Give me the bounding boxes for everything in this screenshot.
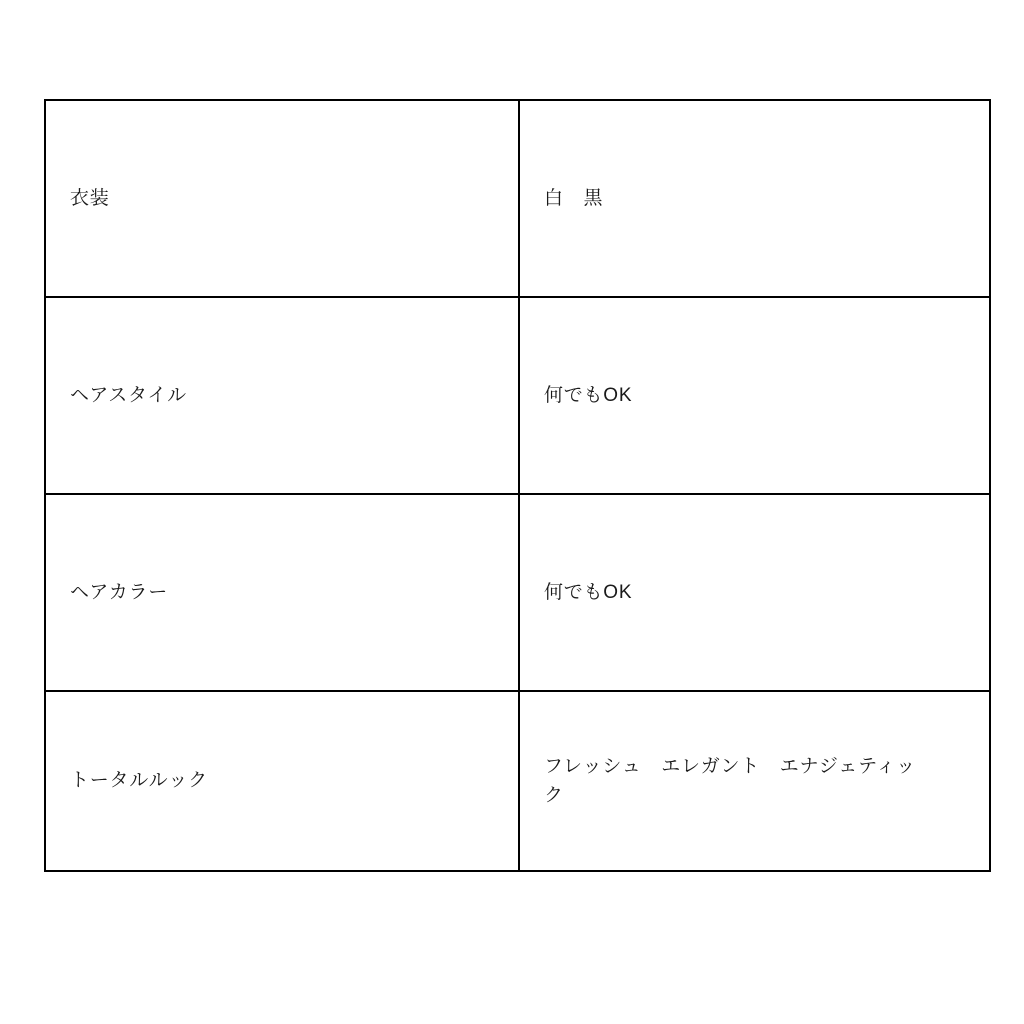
row-label-haircolor: ヘアカラー — [70, 581, 169, 603]
table-cell-label — [45, 297, 519, 494]
table-row — [45, 691, 990, 871]
table-cell-value — [519, 297, 990, 494]
row-value-totallook: フレッシュ エレガント エナジェティック — [544, 755, 916, 806]
row-value-hairstyle: 何でもOK — [544, 384, 633, 406]
spec-table — [44, 99, 991, 872]
table-cell-label — [45, 494, 519, 691]
table-cell-value — [519, 494, 990, 691]
table-row — [45, 297, 990, 494]
row-value-costume: 白 黒 — [544, 187, 604, 209]
row-label-hairstyle: ヘアスタイル — [70, 384, 187, 406]
row-label-totallook: トータルルック — [70, 770, 208, 792]
table-cell-label — [45, 100, 519, 297]
row-value-haircolor: 何でもOK — [544, 581, 633, 603]
table-row — [45, 100, 990, 297]
table-cell-value — [519, 691, 990, 871]
row-label-costume: 衣装 — [70, 187, 110, 209]
table-cell-label — [45, 691, 519, 871]
table-row — [45, 494, 990, 691]
table-cell-value — [519, 100, 990, 297]
table-body — [45, 100, 990, 871]
